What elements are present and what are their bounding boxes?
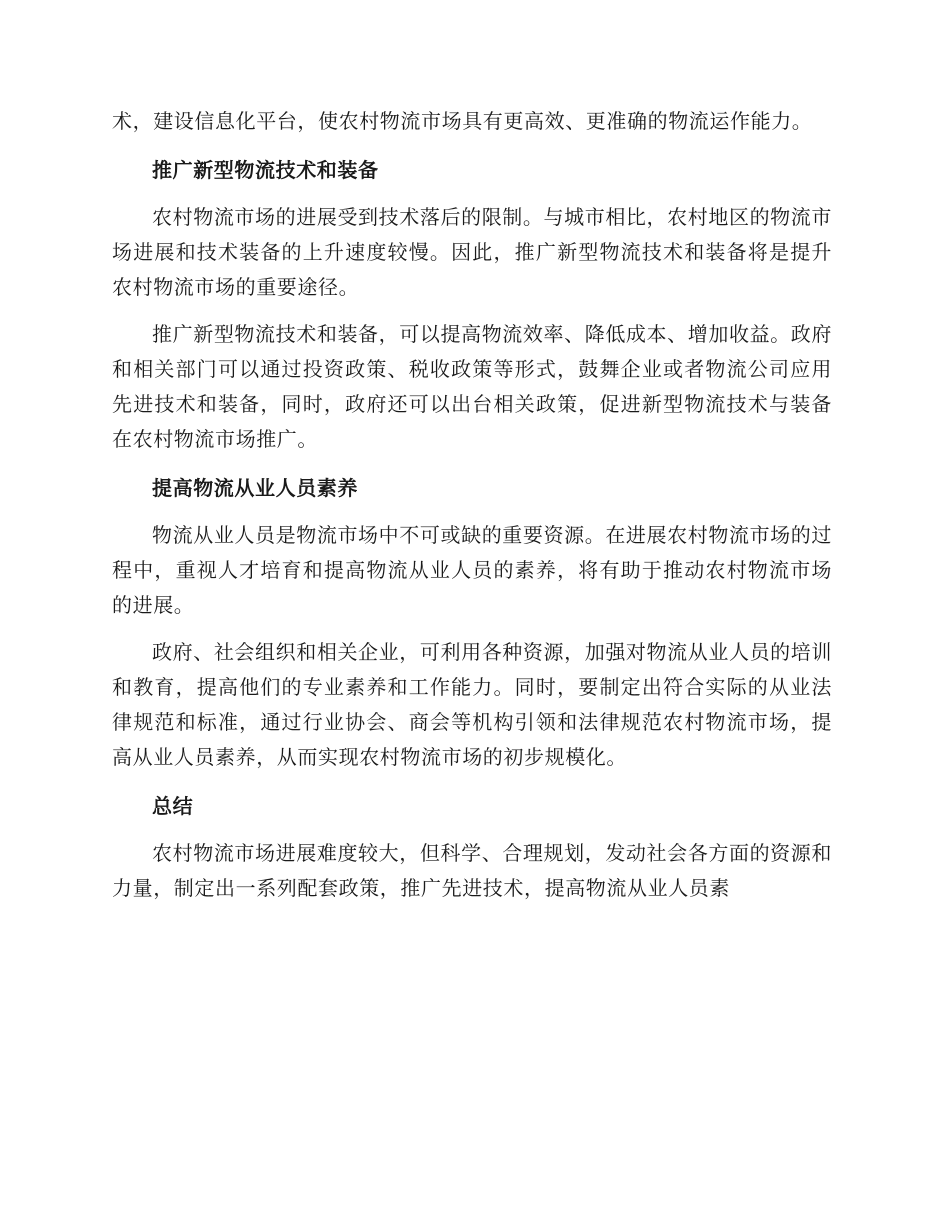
paragraph-continued: 术，建设信息化平台，使农村物流市场具有更高效、更准确的物流运作能力。 <box>112 109 813 133</box>
paragraph-staff-resource: 物流从业人员是物流市场中不可或缺的重要资源。在进展农村物流市场的过程中，重视人才培育和提高物流从业人员的素养，将有助于推动农村物流市场的进展。 <box>112 523 832 617</box>
section-heading-summary: 总结 <box>152 794 194 818</box>
section-heading-technology: 推广新型物流技术和装备 <box>152 158 379 182</box>
section-heading-staff: 提高物流从业人员素养 <box>152 476 358 500</box>
paragraph-staff-training: 政府、社会组织和相关企业，可利用各种资源，加强对物流从业人员的培训和教育，提高他们的专业素养和工作能力。同时，要制定出符合实际的从业法律规范和标准，通过行业协会、商会等机构引领和法律规范农村物流市场，提高从业人员素养，从而实现农村物流市场的初步规模化。 <box>112 640 832 769</box>
paragraph-summary: 农村物流市场进展难度较大，但科学、合理规划，发动社会各方面的资源和力量，制定出一系列配套政策，推广先进技术，提高物流从业人员素 <box>112 841 832 900</box>
document-page <box>112 104 832 906</box>
paragraph-technology-promotion: 推广新型物流技术和装备，可以提高物流效率、降低成本、增加收益。政府和相关部门可以通过投资政策、税收政策等形式，鼓舞企业或者物流公司应用先进技术和装备，同时，政府还可以出台相关政策，促进新型物流技术与装备在农村物流市场推广。 <box>112 322 832 451</box>
paragraph-technology-limits: 农村物流市场的进展受到技术落后的限制。与城市相比，农村地区的物流市场进展和技术装备的上升速度较慢。因此，推广新型物流技术和装备将是提升农村物流市场的重要途径。 <box>112 205 832 299</box>
